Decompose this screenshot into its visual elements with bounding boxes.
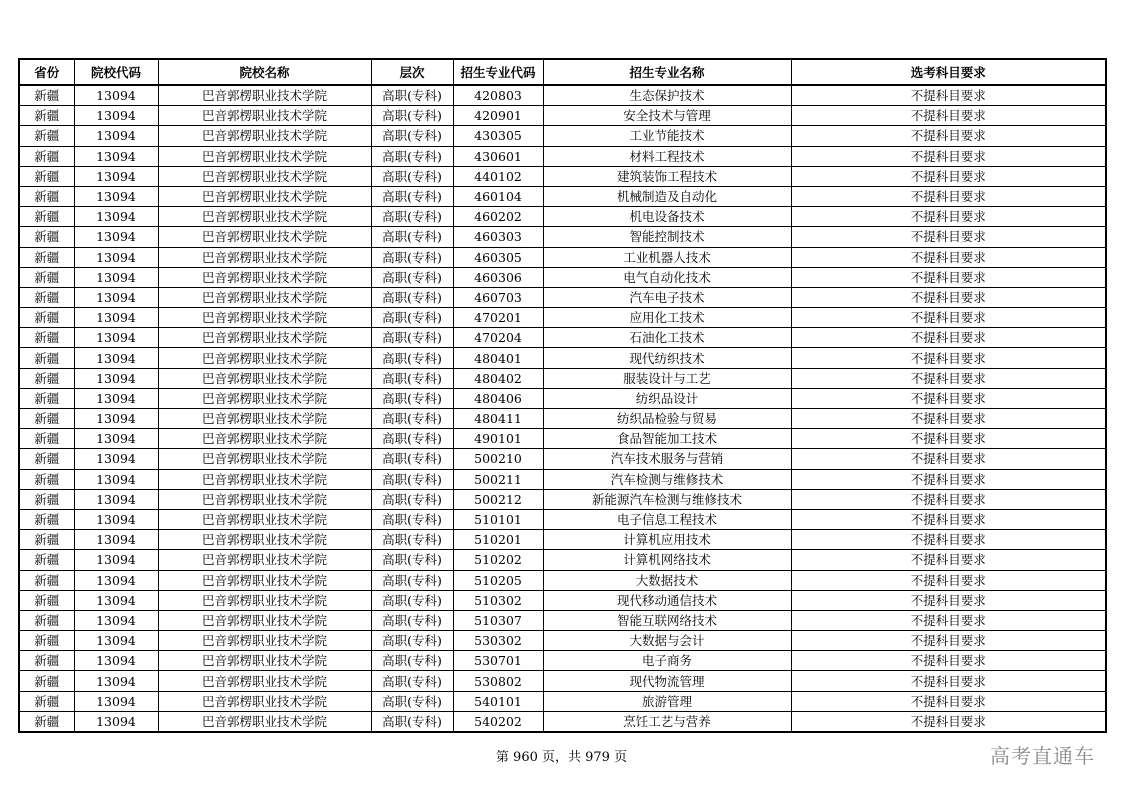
cell-level: 高职(专科) xyxy=(371,469,453,489)
header-school-name: 院校名称 xyxy=(158,59,371,85)
cell-school-code: 13094 xyxy=(74,227,158,247)
cell-requirement: 不提科目要求 xyxy=(791,207,1106,227)
table-row xyxy=(19,227,1106,247)
cell-level: 高职(专科) xyxy=(371,631,453,651)
cell-province: 新疆 xyxy=(19,287,74,307)
cell-requirement: 不提科目要求 xyxy=(791,509,1106,529)
cell-school-code: 13094 xyxy=(74,509,158,529)
cell-major-name: 现代纺织技术 xyxy=(543,348,791,368)
cell-school-code: 13094 xyxy=(74,267,158,287)
table-row xyxy=(19,368,1106,388)
table-row xyxy=(19,166,1106,186)
cell-province: 新疆 xyxy=(19,449,74,469)
cell-province: 新疆 xyxy=(19,711,74,732)
cell-province: 新疆 xyxy=(19,570,74,590)
cell-level: 高职(专科) xyxy=(371,186,453,206)
cell-level: 高职(专科) xyxy=(371,610,453,630)
cell-province: 新疆 xyxy=(19,509,74,529)
cell-major-code: 510101 xyxy=(453,509,543,529)
cell-school-name: 巴音郭楞职业技术学院 xyxy=(158,388,371,408)
cell-school-name: 巴音郭楞职业技术学院 xyxy=(158,550,371,570)
cell-major-name: 工业节能技术 xyxy=(543,126,791,146)
cell-requirement: 不提科目要求 xyxy=(791,489,1106,509)
cell-school-name: 巴音郭楞职业技术学院 xyxy=(158,590,371,610)
cell-level: 高职(专科) xyxy=(371,550,453,570)
cell-major-code: 480406 xyxy=(453,388,543,408)
cell-school-name: 巴音郭楞职业技术学院 xyxy=(158,711,371,732)
cell-requirement: 不提科目要求 xyxy=(791,186,1106,206)
cell-school-code: 13094 xyxy=(74,287,158,307)
table-row xyxy=(19,85,1106,106)
table-row xyxy=(19,570,1106,590)
table-row xyxy=(19,429,1106,449)
table-header-row xyxy=(19,59,1106,85)
cell-school-name: 巴音郭楞职业技术学院 xyxy=(158,651,371,671)
cell-province: 新疆 xyxy=(19,106,74,126)
table-row xyxy=(19,711,1106,732)
cell-major-name: 新能源汽车检测与维修技术 xyxy=(543,489,791,509)
header-major-name: 招生专业名称 xyxy=(543,59,791,85)
cell-requirement: 不提科目要求 xyxy=(791,106,1106,126)
cell-level: 高职(专科) xyxy=(371,509,453,529)
cell-level: 高职(专科) xyxy=(371,85,453,106)
cell-level: 高职(专科) xyxy=(371,126,453,146)
cell-level: 高职(专科) xyxy=(371,227,453,247)
admission-table xyxy=(18,58,1107,733)
cell-major-name: 机电设备技术 xyxy=(543,207,791,227)
table-row xyxy=(19,328,1106,348)
table-row xyxy=(19,348,1106,368)
cell-level: 高职(专科) xyxy=(371,146,453,166)
table-row xyxy=(19,691,1106,711)
cell-school-code: 13094 xyxy=(74,711,158,732)
cell-school-name: 巴音郭楞职业技术学院 xyxy=(158,247,371,267)
cell-major-code: 510307 xyxy=(453,610,543,630)
cell-major-name: 纺织品设计 xyxy=(543,388,791,408)
cell-major-code: 460104 xyxy=(453,186,543,206)
cell-level: 高职(专科) xyxy=(371,651,453,671)
header-school-code: 院校代码 xyxy=(74,59,158,85)
cell-school-code: 13094 xyxy=(74,651,158,671)
cell-school-code: 13094 xyxy=(74,106,158,126)
cell-province: 新疆 xyxy=(19,146,74,166)
cell-school-code: 13094 xyxy=(74,126,158,146)
cell-school-name: 巴音郭楞职业技术学院 xyxy=(158,308,371,328)
cell-requirement: 不提科目要求 xyxy=(791,469,1106,489)
cell-major-code: 500211 xyxy=(453,469,543,489)
cell-school-name: 巴音郭楞职业技术学院 xyxy=(158,227,371,247)
cell-major-code: 420901 xyxy=(453,106,543,126)
cell-school-name: 巴音郭楞职业技术学院 xyxy=(158,631,371,651)
cell-school-name: 巴音郭楞职业技术学院 xyxy=(158,328,371,348)
cell-requirement: 不提科目要求 xyxy=(791,610,1106,630)
cell-province: 新疆 xyxy=(19,227,74,247)
cell-level: 高职(专科) xyxy=(371,247,453,267)
table-row xyxy=(19,388,1106,408)
cell-major-name: 智能控制技术 xyxy=(543,227,791,247)
cell-province: 新疆 xyxy=(19,267,74,287)
cell-level: 高职(专科) xyxy=(371,671,453,691)
cell-province: 新疆 xyxy=(19,489,74,509)
table-row xyxy=(19,449,1106,469)
cell-school-code: 13094 xyxy=(74,590,158,610)
header-level: 层次 xyxy=(371,59,453,85)
cell-school-code: 13094 xyxy=(74,570,158,590)
table-row xyxy=(19,469,1106,489)
cell-level: 高职(专科) xyxy=(371,449,453,469)
cell-major-code: 510205 xyxy=(453,570,543,590)
cell-school-code: 13094 xyxy=(74,429,158,449)
table-row xyxy=(19,106,1106,126)
cell-major-name: 纺织品检验与贸易 xyxy=(543,409,791,429)
cell-province: 新疆 xyxy=(19,691,74,711)
cell-major-code: 460306 xyxy=(453,267,543,287)
cell-major-name: 电子商务 xyxy=(543,651,791,671)
cell-province: 新疆 xyxy=(19,530,74,550)
cell-major-name: 汽车技术服务与营销 xyxy=(543,449,791,469)
cell-requirement: 不提科目要求 xyxy=(791,631,1106,651)
table-row xyxy=(19,247,1106,267)
cell-major-code: 490101 xyxy=(453,429,543,449)
cell-school-name: 巴音郭楞职业技术学院 xyxy=(158,671,371,691)
cell-province: 新疆 xyxy=(19,388,74,408)
cell-school-code: 13094 xyxy=(74,409,158,429)
cell-school-code: 13094 xyxy=(74,207,158,227)
cell-school-code: 13094 xyxy=(74,610,158,630)
cell-school-name: 巴音郭楞职业技术学院 xyxy=(158,207,371,227)
cell-major-name: 计算机应用技术 xyxy=(543,530,791,550)
cell-major-name: 汽车检测与维修技术 xyxy=(543,469,791,489)
cell-school-name: 巴音郭楞职业技术学院 xyxy=(158,469,371,489)
cell-major-code: 470204 xyxy=(453,328,543,348)
cell-major-name: 安全技术与管理 xyxy=(543,106,791,126)
table-row xyxy=(19,489,1106,509)
cell-school-code: 13094 xyxy=(74,328,158,348)
cell-requirement: 不提科目要求 xyxy=(791,691,1106,711)
table-row xyxy=(19,550,1106,570)
cell-province: 新疆 xyxy=(19,126,74,146)
cell-province: 新疆 xyxy=(19,631,74,651)
cell-major-name: 计算机网络技术 xyxy=(543,550,791,570)
cell-requirement: 不提科目要求 xyxy=(791,85,1106,106)
cell-requirement: 不提科目要求 xyxy=(791,409,1106,429)
cell-school-name: 巴音郭楞职业技术学院 xyxy=(158,610,371,630)
cell-school-name: 巴音郭楞职业技术学院 xyxy=(158,166,371,186)
cell-major-code: 530701 xyxy=(453,651,543,671)
cell-province: 新疆 xyxy=(19,348,74,368)
table-row xyxy=(19,186,1106,206)
cell-requirement: 不提科目要求 xyxy=(791,328,1106,348)
cell-requirement: 不提科目要求 xyxy=(791,146,1106,166)
cell-school-name: 巴音郭楞职业技术学院 xyxy=(158,186,371,206)
cell-requirement: 不提科目要求 xyxy=(791,590,1106,610)
cell-school-code: 13094 xyxy=(74,631,158,651)
cell-major-name: 材料工程技术 xyxy=(543,146,791,166)
cell-school-name: 巴音郭楞职业技术学院 xyxy=(158,368,371,388)
cell-school-name: 巴音郭楞职业技术学院 xyxy=(158,85,371,106)
cell-school-name: 巴音郭楞职业技术学院 xyxy=(158,348,371,368)
cell-province: 新疆 xyxy=(19,85,74,106)
cell-province: 新疆 xyxy=(19,207,74,227)
cell-major-name: 汽车电子技术 xyxy=(543,287,791,307)
cell-requirement: 不提科目要求 xyxy=(791,671,1106,691)
cell-major-code: 460305 xyxy=(453,247,543,267)
cell-school-code: 13094 xyxy=(74,530,158,550)
cell-requirement: 不提科目要求 xyxy=(791,166,1106,186)
cell-major-name: 大数据技术 xyxy=(543,570,791,590)
cell-province: 新疆 xyxy=(19,610,74,630)
table-row xyxy=(19,409,1106,429)
cell-province: 新疆 xyxy=(19,429,74,449)
cell-major-code: 530302 xyxy=(453,631,543,651)
cell-requirement: 不提科目要求 xyxy=(791,287,1106,307)
cell-major-name: 烹饪工艺与营养 xyxy=(543,711,791,732)
cell-requirement: 不提科目要求 xyxy=(791,126,1106,146)
cell-school-code: 13094 xyxy=(74,85,158,106)
cell-major-name: 石油化工技术 xyxy=(543,328,791,348)
table-row xyxy=(19,631,1106,651)
cell-school-code: 13094 xyxy=(74,671,158,691)
cell-major-name: 大数据与会计 xyxy=(543,631,791,651)
cell-major-name: 生态保护技术 xyxy=(543,85,791,106)
cell-major-code: 500210 xyxy=(453,449,543,469)
table-row xyxy=(19,509,1106,529)
cell-major-name: 电气自动化技术 xyxy=(543,267,791,287)
cell-level: 高职(专科) xyxy=(371,166,453,186)
cell-major-name: 应用化工技术 xyxy=(543,308,791,328)
cell-school-name: 巴音郭楞职业技术学院 xyxy=(158,509,371,529)
cell-school-name: 巴音郭楞职业技术学院 xyxy=(158,429,371,449)
cell-requirement: 不提科目要求 xyxy=(791,368,1106,388)
table-row xyxy=(19,207,1106,227)
cell-school-name: 巴音郭楞职业技术学院 xyxy=(158,146,371,166)
page-number: 第 960 页，共 979 页 xyxy=(495,750,628,765)
cell-school-code: 13094 xyxy=(74,469,158,489)
cell-school-name: 巴音郭楞职业技术学院 xyxy=(158,267,371,287)
table-row xyxy=(19,308,1106,328)
cell-major-code: 420803 xyxy=(453,85,543,106)
table-row xyxy=(19,267,1106,287)
cell-school-code: 13094 xyxy=(74,368,158,388)
cell-major-code: 540101 xyxy=(453,691,543,711)
cell-school-code: 13094 xyxy=(74,186,158,206)
table-row xyxy=(19,671,1106,691)
cell-major-name: 食品智能加工技术 xyxy=(543,429,791,449)
cell-school-name: 巴音郭楞职业技术学院 xyxy=(158,489,371,509)
table-row xyxy=(19,610,1106,630)
cell-major-code: 480411 xyxy=(453,409,543,429)
cell-school-code: 13094 xyxy=(74,247,158,267)
cell-major-name: 旅游管理 xyxy=(543,691,791,711)
cell-province: 新疆 xyxy=(19,308,74,328)
cell-school-code: 13094 xyxy=(74,489,158,509)
cell-major-name: 工业机器人技术 xyxy=(543,247,791,267)
cell-level: 高职(专科) xyxy=(371,429,453,449)
cell-province: 新疆 xyxy=(19,651,74,671)
cell-major-code: 480401 xyxy=(453,348,543,368)
cell-school-name: 巴音郭楞职业技术学院 xyxy=(158,409,371,429)
cell-requirement: 不提科目要求 xyxy=(791,348,1106,368)
cell-province: 新疆 xyxy=(19,671,74,691)
cell-school-name: 巴音郭楞职业技术学院 xyxy=(158,691,371,711)
cell-major-code: 470201 xyxy=(453,308,543,328)
cell-major-name: 机械制造及自动化 xyxy=(543,186,791,206)
cell-school-name: 巴音郭楞职业技术学院 xyxy=(158,570,371,590)
cell-major-code: 510202 xyxy=(453,550,543,570)
cell-level: 高职(专科) xyxy=(371,530,453,550)
cell-major-code: 430601 xyxy=(453,146,543,166)
cell-level: 高职(专科) xyxy=(371,388,453,408)
cell-major-code: 510201 xyxy=(453,530,543,550)
table-row xyxy=(19,126,1106,146)
cell-school-name: 巴音郭楞职业技术学院 xyxy=(158,530,371,550)
cell-major-code: 540202 xyxy=(453,711,543,732)
cell-school-name: 巴音郭楞职业技术学院 xyxy=(158,287,371,307)
cell-province: 新疆 xyxy=(19,186,74,206)
cell-school-code: 13094 xyxy=(74,166,158,186)
cell-school-name: 巴音郭楞职业技术学院 xyxy=(158,449,371,469)
table-row xyxy=(19,651,1106,671)
cell-major-code: 510302 xyxy=(453,590,543,610)
cell-school-code: 13094 xyxy=(74,691,158,711)
cell-requirement: 不提科目要求 xyxy=(791,550,1106,570)
cell-school-code: 13094 xyxy=(74,146,158,166)
cell-requirement: 不提科目要求 xyxy=(791,711,1106,732)
cell-level: 高职(专科) xyxy=(371,328,453,348)
cell-province: 新疆 xyxy=(19,328,74,348)
cell-level: 高职(专科) xyxy=(371,106,453,126)
cell-school-name: 巴音郭楞职业技术学院 xyxy=(158,126,371,146)
table-row xyxy=(19,590,1106,610)
header-province: 省份 xyxy=(19,59,74,85)
cell-province: 新疆 xyxy=(19,409,74,429)
cell-major-code: 460303 xyxy=(453,227,543,247)
cell-requirement: 不提科目要求 xyxy=(791,449,1106,469)
cell-requirement: 不提科目要求 xyxy=(791,530,1106,550)
cell-major-code: 440102 xyxy=(453,166,543,186)
cell-major-code: 460202 xyxy=(453,207,543,227)
cell-major-code: 460703 xyxy=(453,287,543,307)
table-row xyxy=(19,146,1106,166)
cell-major-code: 480402 xyxy=(453,368,543,388)
cell-major-name: 现代物流管理 xyxy=(543,671,791,691)
table-row xyxy=(19,530,1106,550)
cell-requirement: 不提科目要求 xyxy=(791,429,1106,449)
cell-province: 新疆 xyxy=(19,469,74,489)
cell-requirement: 不提科目要求 xyxy=(791,308,1106,328)
cell-requirement: 不提科目要求 xyxy=(791,267,1106,287)
cell-school-code: 13094 xyxy=(74,388,158,408)
cell-level: 高职(专科) xyxy=(371,267,453,287)
cell-level: 高职(专科) xyxy=(371,287,453,307)
cell-requirement: 不提科目要求 xyxy=(791,570,1106,590)
cell-requirement: 不提科目要求 xyxy=(791,227,1106,247)
cell-school-code: 13094 xyxy=(74,308,158,328)
cell-level: 高职(专科) xyxy=(371,691,453,711)
cell-level: 高职(专科) xyxy=(371,308,453,328)
cell-major-code: 500212 xyxy=(453,489,543,509)
cell-major-name: 服装设计与工艺 xyxy=(543,368,791,388)
cell-requirement: 不提科目要求 xyxy=(791,388,1106,408)
cell-province: 新疆 xyxy=(19,166,74,186)
cell-major-code: 530802 xyxy=(453,671,543,691)
cell-requirement: 不提科目要求 xyxy=(791,247,1106,267)
header-requirement: 选考科目要求 xyxy=(791,59,1106,85)
cell-level: 高职(专科) xyxy=(371,409,453,429)
cell-province: 新疆 xyxy=(19,550,74,570)
cell-level: 高职(专科) xyxy=(371,348,453,368)
cell-province: 新疆 xyxy=(19,247,74,267)
cell-level: 高职(专科) xyxy=(371,711,453,732)
cell-major-name: 现代移动通信技术 xyxy=(543,590,791,610)
cell-province: 新疆 xyxy=(19,590,74,610)
cell-level: 高职(专科) xyxy=(371,368,453,388)
cell-major-name: 建筑装饰工程技术 xyxy=(543,166,791,186)
cell-school-name: 巴音郭楞职业技术学院 xyxy=(158,106,371,126)
cell-school-code: 13094 xyxy=(74,449,158,469)
table-row xyxy=(19,287,1106,307)
table-body xyxy=(19,85,1106,732)
cell-level: 高职(专科) xyxy=(371,590,453,610)
cell-level: 高职(专科) xyxy=(371,489,453,509)
cell-school-code: 13094 xyxy=(74,550,158,570)
cell-level: 高职(专科) xyxy=(371,570,453,590)
cell-province: 新疆 xyxy=(19,368,74,388)
cell-requirement: 不提科目要求 xyxy=(791,651,1106,671)
cell-major-name: 智能互联网络技术 xyxy=(543,610,791,630)
cell-school-code: 13094 xyxy=(74,348,158,368)
header-major-code: 招生专业代码 xyxy=(453,59,543,85)
watermark: 高考直通车 xyxy=(990,744,1095,768)
cell-major-name: 电子信息工程技术 xyxy=(543,509,791,529)
cell-level: 高职(专科) xyxy=(371,207,453,227)
cell-major-code: 430305 xyxy=(453,126,543,146)
